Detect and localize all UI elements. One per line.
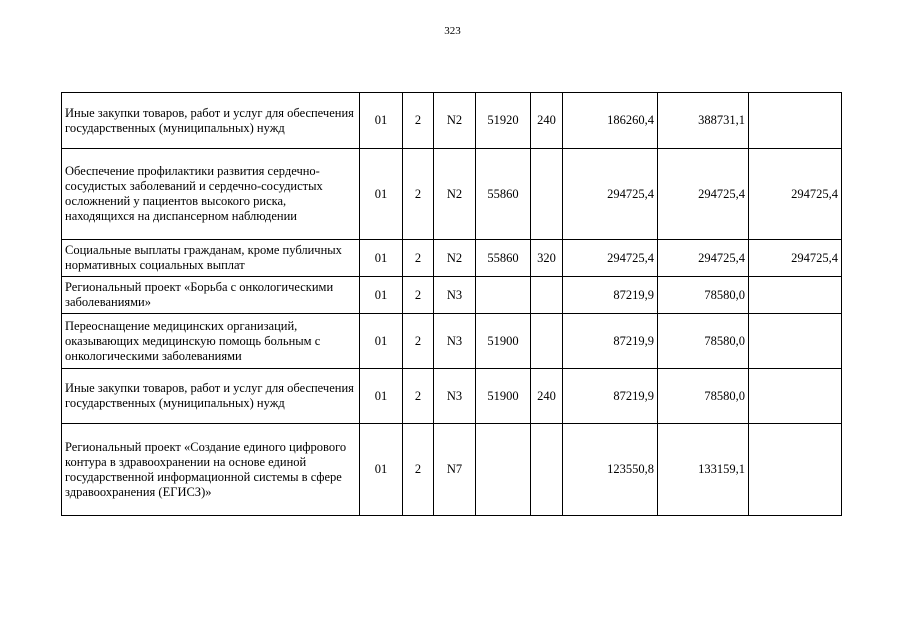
code-cell: 2 [403,240,434,277]
budget-table [61,92,842,516]
table-row [62,240,842,277]
value-cell: 78580,0 [658,369,749,424]
value-cell: 133159,1 [658,424,749,516]
value-cell: 78580,0 [658,277,749,314]
table-row [62,277,842,314]
value-cell: 87219,9 [563,369,658,424]
code-cell [476,277,531,314]
code-cell [531,314,563,369]
value-cell: 87219,9 [563,314,658,369]
code-cell: 01 [360,93,403,149]
value-cell [749,314,842,369]
value-cell: 186260,4 [563,93,658,149]
code-cell: 51900 [476,369,531,424]
code-cell [531,424,563,516]
code-cell: 51920 [476,93,531,149]
value-cell: 294725,4 [563,149,658,240]
code-cell: N3 [434,277,476,314]
row-name: Переоснащение медицинских организаций, оказывающих медицинскую помощь больным с онкологическими заболеваниями [62,314,360,369]
value-cell [749,424,842,516]
code-cell: 01 [360,424,403,516]
code-cell: 01 [360,277,403,314]
code-cell: 01 [360,314,403,369]
value-cell: 87219,9 [563,277,658,314]
code-cell: 2 [403,314,434,369]
value-cell: 294725,4 [658,149,749,240]
value-cell: 123550,8 [563,424,658,516]
page-number: 323 [444,25,461,37]
code-cell: 240 [531,93,563,149]
code-cell: N2 [434,240,476,277]
table-row [62,149,842,240]
code-cell: 01 [360,149,403,240]
value-cell: 294725,4 [658,240,749,277]
value-cell: 294725,4 [749,149,842,240]
code-cell: 51900 [476,314,531,369]
code-cell: 320 [531,240,563,277]
table-row [62,93,842,149]
table-row [62,424,842,516]
value-cell [749,93,842,149]
code-cell: N3 [434,369,476,424]
code-cell: 2 [403,93,434,149]
code-cell [531,149,563,240]
code-cell: N3 [434,314,476,369]
row-name: Иные закупки товаров, работ и услуг для обеспечения государственных (муниципальных) нужд [62,93,360,149]
row-name: Региональный проект «Борьба с онкологическими заболеваниями» [62,277,360,314]
row-name: Иные закупки товаров, работ и услуг для обеспечения государственных (муниципальных) нужд [62,369,360,424]
value-cell: 294725,4 [563,240,658,277]
code-cell: 2 [403,424,434,516]
code-cell [476,424,531,516]
value-cell: 78580,0 [658,314,749,369]
value-cell: 388731,1 [658,93,749,149]
code-cell: N7 [434,424,476,516]
code-cell: 01 [360,369,403,424]
code-cell [531,277,563,314]
row-name: Социальные выплаты гражданам, кроме публичных нормативных социальных выплат [62,240,360,277]
code-cell: 2 [403,149,434,240]
table-row [62,314,842,369]
code-cell: N2 [434,93,476,149]
value-cell [749,369,842,424]
code-cell: 55860 [476,240,531,277]
code-cell: 240 [531,369,563,424]
value-cell [749,277,842,314]
code-cell: 2 [403,277,434,314]
code-cell: 2 [403,369,434,424]
value-cell: 294725,4 [749,240,842,277]
table-row [62,369,842,424]
row-name: Региональный проект «Создание единого цифрового контура в здравоохранении на основе единой государственной информационной системы в сфере здравоохранения (ЕГИСЗ)» [62,424,360,516]
code-cell: 55860 [476,149,531,240]
row-name: Обеспечение профилактики развития сердечно-сосудистых заболеваний и сердечно-сосудистых осложнений у пациентов высокого риска, находящихся на диспансерном наблюдении [62,149,360,240]
code-cell: 01 [360,240,403,277]
code-cell: N2 [434,149,476,240]
